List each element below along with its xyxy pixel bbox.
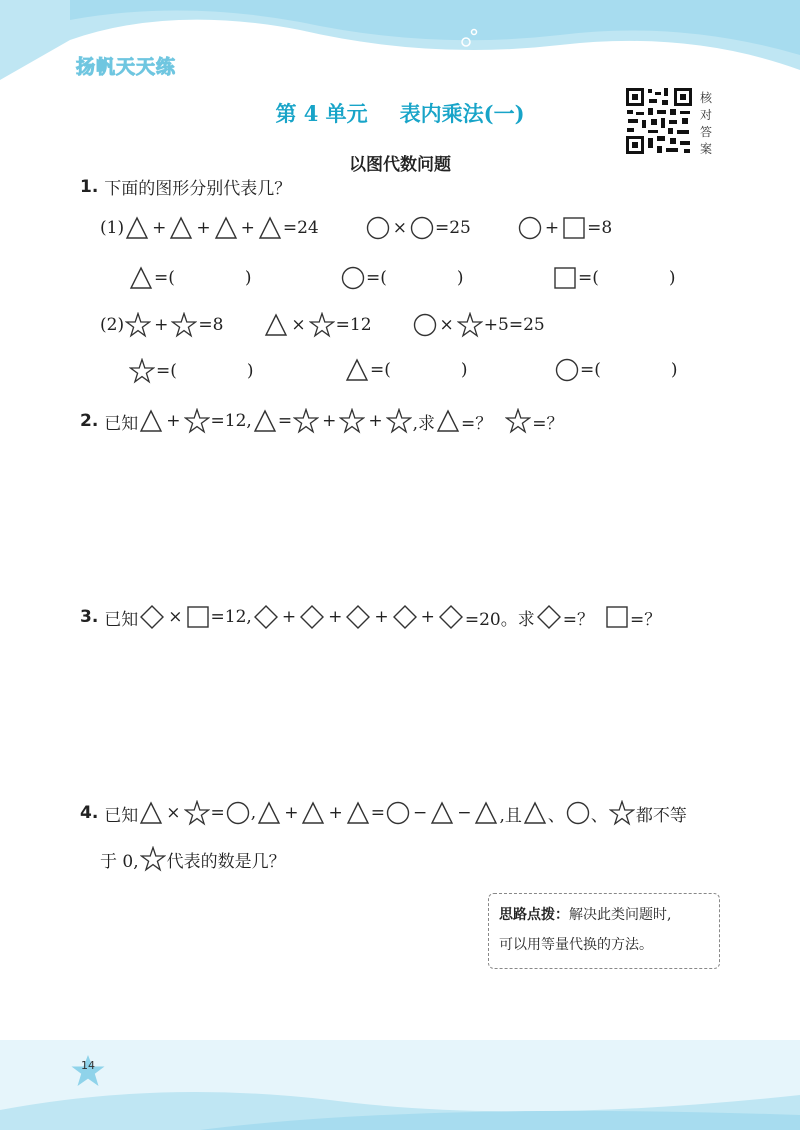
plus-sign: + bbox=[152, 218, 167, 238]
triangle-icon bbox=[214, 216, 238, 240]
q1-part1-answer-circle bbox=[340, 266, 464, 290]
plus-sign: + bbox=[196, 218, 211, 238]
page-number: 14 bbox=[81, 1059, 95, 1072]
star-icon bbox=[293, 408, 319, 434]
circle-icon bbox=[566, 801, 590, 825]
square-icon bbox=[186, 605, 210, 629]
known-label: 已知 bbox=[104, 805, 139, 826]
triangle-icon bbox=[125, 216, 149, 240]
hint-line-1: 解决此类问题时, bbox=[569, 907, 672, 923]
equation-result: +5=25 bbox=[483, 315, 545, 335]
question-number: 1. bbox=[80, 176, 99, 197]
times-sign: × bbox=[291, 315, 306, 335]
q1-part2-equations bbox=[100, 312, 545, 338]
question-1 bbox=[80, 174, 291, 199]
equation-result: =8 bbox=[587, 218, 613, 238]
equation-result: =12, bbox=[210, 607, 252, 627]
star-icon bbox=[309, 312, 335, 338]
answer-check-label: 核对答案 bbox=[700, 91, 713, 156]
footer-wave bbox=[0, 1040, 800, 1130]
brand-logo: 扬帆天天练 bbox=[76, 56, 177, 78]
known-label: 已知 bbox=[104, 413, 139, 434]
question-4-line-2 bbox=[100, 846, 286, 872]
answer-blank-open[interactable]: =( bbox=[366, 268, 387, 288]
answer-blank-open[interactable]: =( bbox=[580, 360, 601, 380]
equation-result: =20。求 bbox=[464, 609, 535, 630]
q1-part2-answer-triangle bbox=[344, 358, 468, 382]
star-icon bbox=[184, 800, 210, 826]
answer-blank-open[interactable]: =( bbox=[578, 268, 599, 288]
question-text: 下面的图形分别代表几？ bbox=[104, 179, 292, 199]
plus-sign: + bbox=[368, 411, 383, 431]
question-mark: =？ bbox=[562, 609, 594, 630]
times-sign: × bbox=[439, 315, 454, 335]
triangle-icon bbox=[129, 266, 153, 290]
section-subtitle: 以图代数问题 bbox=[349, 155, 451, 175]
question-mark: =？ bbox=[629, 609, 662, 630]
question-2 bbox=[80, 408, 563, 434]
star-icon bbox=[171, 312, 197, 338]
answer-blank-close: ) bbox=[456, 268, 464, 288]
part-label: (2) bbox=[100, 315, 125, 335]
triangle-icon bbox=[139, 409, 163, 433]
triangle-icon bbox=[169, 216, 193, 240]
plus-sign: + bbox=[166, 411, 181, 431]
circle-icon bbox=[226, 801, 250, 825]
star-icon bbox=[339, 408, 365, 434]
ask-label: ,求 bbox=[412, 413, 435, 434]
circle-icon bbox=[410, 216, 434, 240]
times-sign: × bbox=[168, 607, 183, 627]
triangle-icon bbox=[139, 801, 163, 825]
circle-icon bbox=[341, 266, 365, 290]
question-number: 3. bbox=[80, 607, 99, 627]
known-label: 已知 bbox=[104, 609, 139, 630]
plus-sign: + bbox=[240, 218, 255, 238]
star-icon bbox=[140, 846, 166, 872]
times-sign: × bbox=[166, 803, 181, 823]
plus-sign: + bbox=[281, 607, 297, 627]
question-number: 4. bbox=[80, 803, 99, 823]
star-icon bbox=[505, 408, 531, 434]
part-label: (1) bbox=[100, 218, 125, 238]
circle-icon bbox=[386, 801, 410, 825]
equals-sign: = bbox=[277, 411, 293, 431]
circle-icon bbox=[366, 216, 390, 240]
plus-sign: + bbox=[284, 803, 299, 823]
star-icon bbox=[457, 312, 483, 338]
square-icon bbox=[553, 266, 577, 290]
question-mark: =？ bbox=[532, 413, 564, 434]
answer-blank-close: ) bbox=[246, 361, 254, 381]
minus-sign: − bbox=[412, 803, 428, 823]
plus-sign: + bbox=[328, 607, 343, 627]
question-number: 2. bbox=[80, 411, 99, 431]
triangle-icon bbox=[523, 801, 547, 825]
triangle-icon bbox=[436, 409, 460, 433]
equation-result: =12, bbox=[210, 411, 252, 431]
and-label: ,且 bbox=[499, 805, 522, 826]
rest-text: 都不等 bbox=[635, 805, 687, 826]
q1-part1-answer-square bbox=[552, 266, 676, 290]
qr-code-icon[interactable] bbox=[624, 86, 694, 156]
question-3 bbox=[80, 604, 661, 630]
line-text: 代表的数是几？ bbox=[166, 851, 286, 872]
triangle-icon bbox=[430, 801, 454, 825]
q1-part2-answer-star bbox=[128, 358, 254, 384]
answer-blank-close: ) bbox=[670, 360, 678, 380]
hint-box bbox=[488, 893, 720, 969]
circle-icon bbox=[555, 358, 579, 382]
times-sign: × bbox=[392, 218, 407, 238]
equation-result: =12 bbox=[335, 315, 372, 335]
plus-sign: + bbox=[544, 218, 560, 238]
diamond-icon bbox=[139, 604, 165, 630]
minus-sign: − bbox=[457, 803, 472, 823]
answer-blank-open[interactable]: =( bbox=[154, 268, 175, 288]
plus-sign: + bbox=[374, 607, 389, 627]
line-text: 于 0, bbox=[100, 851, 139, 872]
equation-result: =24 bbox=[282, 218, 319, 238]
diamond-icon bbox=[253, 604, 279, 630]
plus-sign: + bbox=[154, 315, 169, 335]
triangle-icon bbox=[253, 409, 277, 433]
equals-sign: = bbox=[370, 803, 385, 823]
triangle-icon bbox=[345, 358, 369, 382]
diamond-icon bbox=[299, 604, 325, 630]
diamond-icon bbox=[438, 604, 464, 630]
answer-blank-close: ) bbox=[244, 268, 252, 288]
answer-blank-close: ) bbox=[460, 360, 468, 380]
answer-blank-close: ) bbox=[668, 268, 676, 288]
triangle-icon bbox=[474, 801, 498, 825]
plus-sign: + bbox=[328, 803, 343, 823]
unit-topic: 表内乘法(一) bbox=[399, 101, 525, 126]
diamond-icon bbox=[392, 604, 418, 630]
equation-result: =8 bbox=[198, 315, 224, 335]
plus-sign: + bbox=[420, 607, 435, 627]
hint-heading: 思路点拨： bbox=[499, 907, 569, 923]
triangle-icon bbox=[301, 801, 325, 825]
q1-part2-answer-circle bbox=[554, 358, 678, 382]
circle-icon bbox=[413, 313, 437, 337]
equals-sign: = bbox=[210, 803, 225, 823]
q1-part1-equations bbox=[100, 216, 612, 240]
hint-line-2: 可以用等量代换的方法。 bbox=[499, 937, 653, 953]
diamond-icon bbox=[345, 604, 371, 630]
triangle-icon bbox=[346, 801, 370, 825]
star-icon bbox=[386, 408, 412, 434]
triangle-icon bbox=[258, 216, 282, 240]
answer-blank-open[interactable]: =( bbox=[370, 360, 391, 380]
square-icon bbox=[605, 605, 629, 629]
triangle-icon bbox=[257, 801, 281, 825]
star-icon bbox=[184, 408, 210, 434]
separator: 、 bbox=[590, 805, 608, 826]
equation-result: =25 bbox=[434, 218, 471, 238]
answer-blank-open[interactable]: =( bbox=[156, 361, 177, 381]
circle-icon bbox=[518, 216, 542, 240]
comma: , bbox=[250, 803, 257, 823]
star-icon bbox=[609, 800, 635, 826]
q1-part1-answer-triangle bbox=[128, 266, 252, 290]
separator: 、 bbox=[547, 805, 565, 826]
star-icon bbox=[125, 312, 151, 338]
question-mark: =？ bbox=[460, 413, 493, 434]
plus-sign: + bbox=[322, 411, 337, 431]
diamond-icon bbox=[536, 604, 562, 630]
unit-label: 第 4 单元 bbox=[275, 101, 368, 126]
question-4 bbox=[80, 800, 687, 826]
triangle-icon bbox=[264, 313, 288, 337]
star-icon bbox=[129, 358, 155, 384]
square-icon bbox=[562, 216, 586, 240]
